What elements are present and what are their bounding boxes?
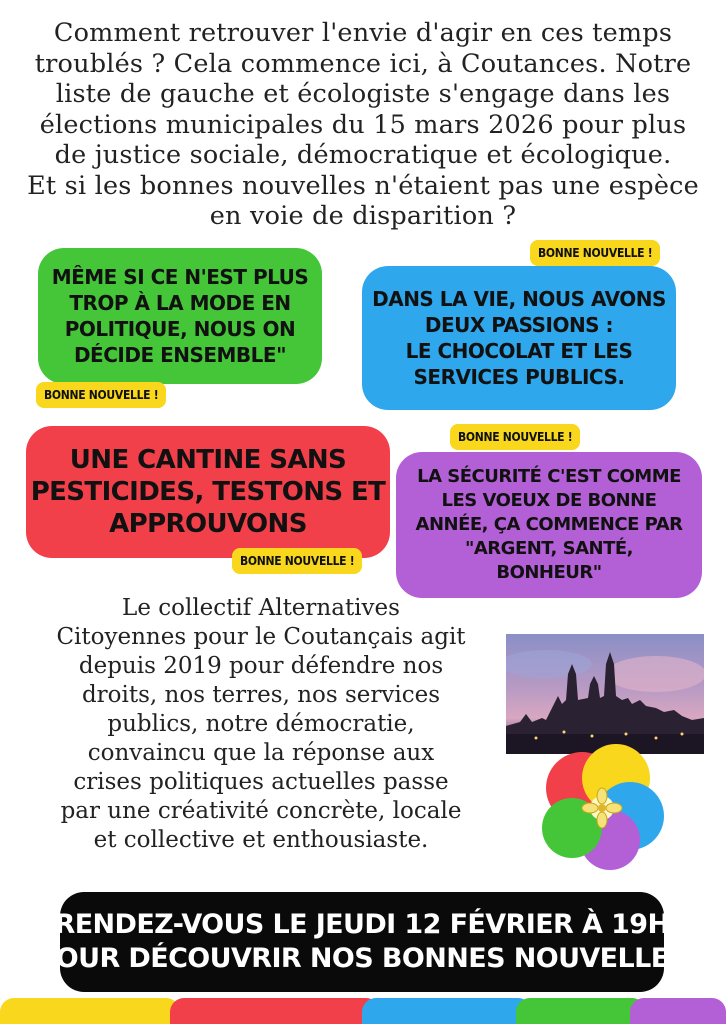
collective-line: convaincu que la réponse aux bbox=[87, 740, 435, 766]
bar-segment bbox=[362, 998, 532, 1024]
intro-line: élections municipales du 15 mars 2026 pour plus bbox=[39, 109, 687, 140]
news-line: MÊME SI CE N'EST PLUS bbox=[51, 265, 309, 289]
news-blob-blue bbox=[362, 266, 676, 410]
intro-line: en voie de disparition ? bbox=[209, 201, 517, 231]
good-news-badge: BONNE NOUVELLE ! bbox=[530, 240, 660, 266]
news-line: LA SÉCURITÉ C'EST COMME bbox=[417, 466, 681, 487]
intro-paragraph bbox=[20, 18, 706, 232]
collective-line: et collective et enthousiaste. bbox=[93, 827, 429, 853]
collective-line: depuis 2019 pour défendre nos bbox=[78, 653, 444, 679]
bar-segment bbox=[170, 998, 380, 1024]
good-news-badge: BONNE NOUVELLE ! bbox=[232, 548, 362, 574]
intro-line: liste de gauche et écologiste s'engage dans les bbox=[55, 79, 671, 109]
collective-line: Le collectif Alternatives bbox=[122, 595, 400, 621]
intro-line: de justice sociale, démocratique et écologique. bbox=[54, 140, 672, 170]
event-line: POUR DÉCOUVRIR NOS BONNES NOUVELLES bbox=[36, 943, 688, 974]
news-line: LES VOEUX DE BONNE bbox=[441, 490, 657, 511]
collective-line: par une créativité concrète, locale bbox=[60, 798, 462, 824]
news-line: APPROUVONS bbox=[109, 509, 307, 539]
intro-line: Comment retrouver l'envie d'agir en ces temps bbox=[53, 18, 673, 48]
collective-line: crises politiques actuelles passe bbox=[73, 769, 449, 795]
bar-segment bbox=[516, 998, 646, 1024]
bottom-color-bar bbox=[0, 998, 726, 1024]
news-blob-purple bbox=[396, 452, 702, 598]
intro-line: Et si les bonnes nouvelles n'étaient pas une espèce bbox=[27, 170, 699, 201]
news-line: DEUX PASSIONS : bbox=[424, 313, 614, 337]
bar-segment bbox=[0, 998, 180, 1024]
news-line: ANNÉE, ÇA COMMENCE PAR bbox=[415, 514, 683, 535]
event-line: RENDEZ-VOUS LE JEUDI 12 FÉVRIER À 19H bbox=[54, 909, 670, 940]
intro-line: troublés ? Cela commence ici, à Coutances. Notre bbox=[34, 48, 692, 79]
good-news-badge: BONNE NOUVELLE ! bbox=[450, 424, 580, 450]
good-news-badge: BONNE NOUVELLE ! bbox=[36, 382, 166, 408]
news-line: UNE CANTINE SANS bbox=[69, 445, 347, 475]
news-blob-green bbox=[38, 248, 322, 384]
news-line: TROP À LA MODE EN bbox=[69, 291, 291, 315]
collective-paragraph bbox=[32, 594, 490, 855]
cathedral-silhouette bbox=[506, 634, 704, 754]
bar-segment bbox=[630, 998, 726, 1024]
collective-line: Citoyennes pour le Coutançais agit bbox=[56, 624, 466, 650]
news-line: POLITIQUE, NOUS ON bbox=[64, 317, 296, 341]
news-line: DÉCIDE ENSEMBLE" bbox=[73, 343, 287, 367]
event-banner bbox=[36, 892, 688, 992]
news-line: "ARGENT, SANTÉ, bbox=[465, 538, 633, 559]
news-line: PESTICIDES, TESTONS ET bbox=[30, 477, 386, 507]
news-line: DANS LA VIE, NOUS AVONS bbox=[372, 287, 666, 311]
news-line: SERVICES PUBLICS. bbox=[413, 365, 625, 389]
news-line: BONHEUR" bbox=[496, 562, 602, 583]
collective-line: droits, nos terres, nos services bbox=[81, 682, 441, 708]
flower-logo-icon bbox=[534, 744, 670, 870]
cathedral-photo bbox=[506, 634, 704, 754]
news-line: LE CHOCOLAT ET LES bbox=[405, 339, 633, 363]
collective-line: publics, notre démocratie, bbox=[107, 711, 415, 737]
news-blob-red bbox=[26, 426, 390, 558]
